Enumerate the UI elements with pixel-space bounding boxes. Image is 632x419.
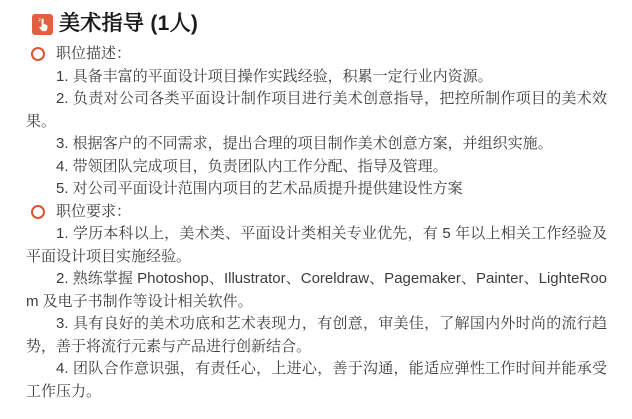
job-description-item-4: 4. 带领团队完成项目，负责团队内工作分配、指导及管理。 [56,157,448,175]
job-description-item-1: 1. 具备丰富的平面设计项目操作实践经验，积累一定行业内资源。 [56,67,493,85]
job-description-heading-row [26,43,607,66]
job-requirements-heading: 职位要求： [56,202,132,220]
job-requirements-item-3: 3. 具有良好的美术功底和艺术表现力，有创意，审美佳，了解国内外时尚的流行趋势，善于将流行元素与产品进行创新结合。 [26,315,607,355]
job-requirements-item-2: 2. 熟练掌握 Photoshop、Illustrator、Coreldraw、Pagemaker、Painter、LighteRoom 及电子书制作等设计相关软件。 [26,270,607,310]
job-requirements-item-1: 1. 学历本科以上，美术类、平面设计类相关专业优先，有 5 年以上相关工作经验及平面设计项目实施经验。 [26,225,607,265]
circle-ring-bullet-icon [31,47,45,61]
job-requirements-item-4: 4. 团队合作意识强，有责任心，上进心，善于沟通，能适应弹性工作时间并能承受工作压力。 [26,360,607,400]
job-title-row [26,11,607,37]
job-description-item-2: 2. 负责对公司各类平面设计制作项目进行美术创意指导，把控所制作项目的美术效果。 [26,90,607,130]
section-job-requirements [26,201,607,404]
tap-hand-icon [32,14,53,35]
job-description-item-5: 5. 对公司平面设计范围内项目的艺术品质提升提供建设性方案 [56,180,463,197]
page-title: 美术指导 (1人) [59,12,199,35]
job-description-item-3: 3. 根据客户的不同需求，提出合理的项目制作美术创意方案，并组织实施。 [56,135,553,152]
job-description-heading: 职位描述： [56,45,132,62]
section-job-description [26,43,607,201]
circle-ring-bullet-icon [31,205,45,219]
job-requirements-heading-row [26,201,607,224]
